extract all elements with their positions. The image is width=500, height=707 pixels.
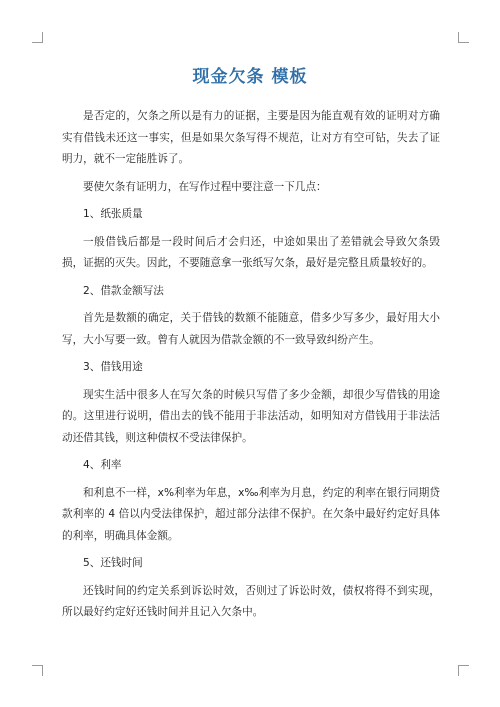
section-body-purpose: 现实生活中很多人在写欠条的时候只写借了多少金额，却很少写借钱的用途的。这里进行说明，借出去的钱不能用于非法活动，如明知对方借钱用于非法活动还借其钱，则这种债权不受法律保护。 (62, 388, 440, 444)
section-heading-amount: 2、借款金额写法 (83, 284, 164, 297)
section-heading-paper: 1、纸张质量 (83, 208, 143, 220)
intro-paragraph: 是否定的，欠条之所以是有力的证据，主要是因为能直观有效的证明对方确实有借钱未还这一事实，但是如果欠条写得不规范，让对方有空可钻，失去了证明力，就不一定能胜诉了。 (62, 110, 440, 165)
document-body (62, 106, 440, 624)
section-heading-interest-rate: 4、利率 (83, 459, 122, 471)
document-title: 现金欠条 模板 (192, 67, 308, 87)
crop-mark-bottom-left (32, 665, 43, 676)
section-heading-repayment-time: 5、还钱时间 (83, 557, 143, 569)
section-body-paper: 一般借钱后都是一段时间后才会归还，中途如果出了差错就会导致欠条毁损，证据的灭失。因此，不要随意拿一张纸写欠条，最好是完整且质量较好的。 (62, 235, 440, 269)
crop-mark-top-left (32, 32, 43, 43)
section-body-repayment-time: 还钱时间的约定关系到诉讼时效，否则过了诉讼时效，债权将得不到实现，所以最好约定好还钱时间并且记入欠条中。 (62, 584, 440, 618)
crop-mark-bottom-right (458, 665, 469, 676)
section-heading-purpose: 3、借钱用途 (83, 361, 143, 373)
crop-mark-top-right (458, 32, 469, 43)
lead-paragraph: 要使欠条有证明力，在写作过程中要注意一下几点： (83, 180, 327, 193)
section-body-interest-rate: 和利息不一样，x%利率为年息，x‰利率为月息，约定的利率在银行同期贷款利率的 4 倍以内受法律保护，超过部分法律不保护。在欠条中最好约定好具体的利率，明确具体金额。 (62, 486, 440, 542)
section-body-amount: 首先是数额的确定，关于借钱的数额不能随意，借多少写多少，最好用大小写，大小写要一致。曾有人就因为借款金额的不一致导致纠纷产生。 (62, 312, 440, 346)
